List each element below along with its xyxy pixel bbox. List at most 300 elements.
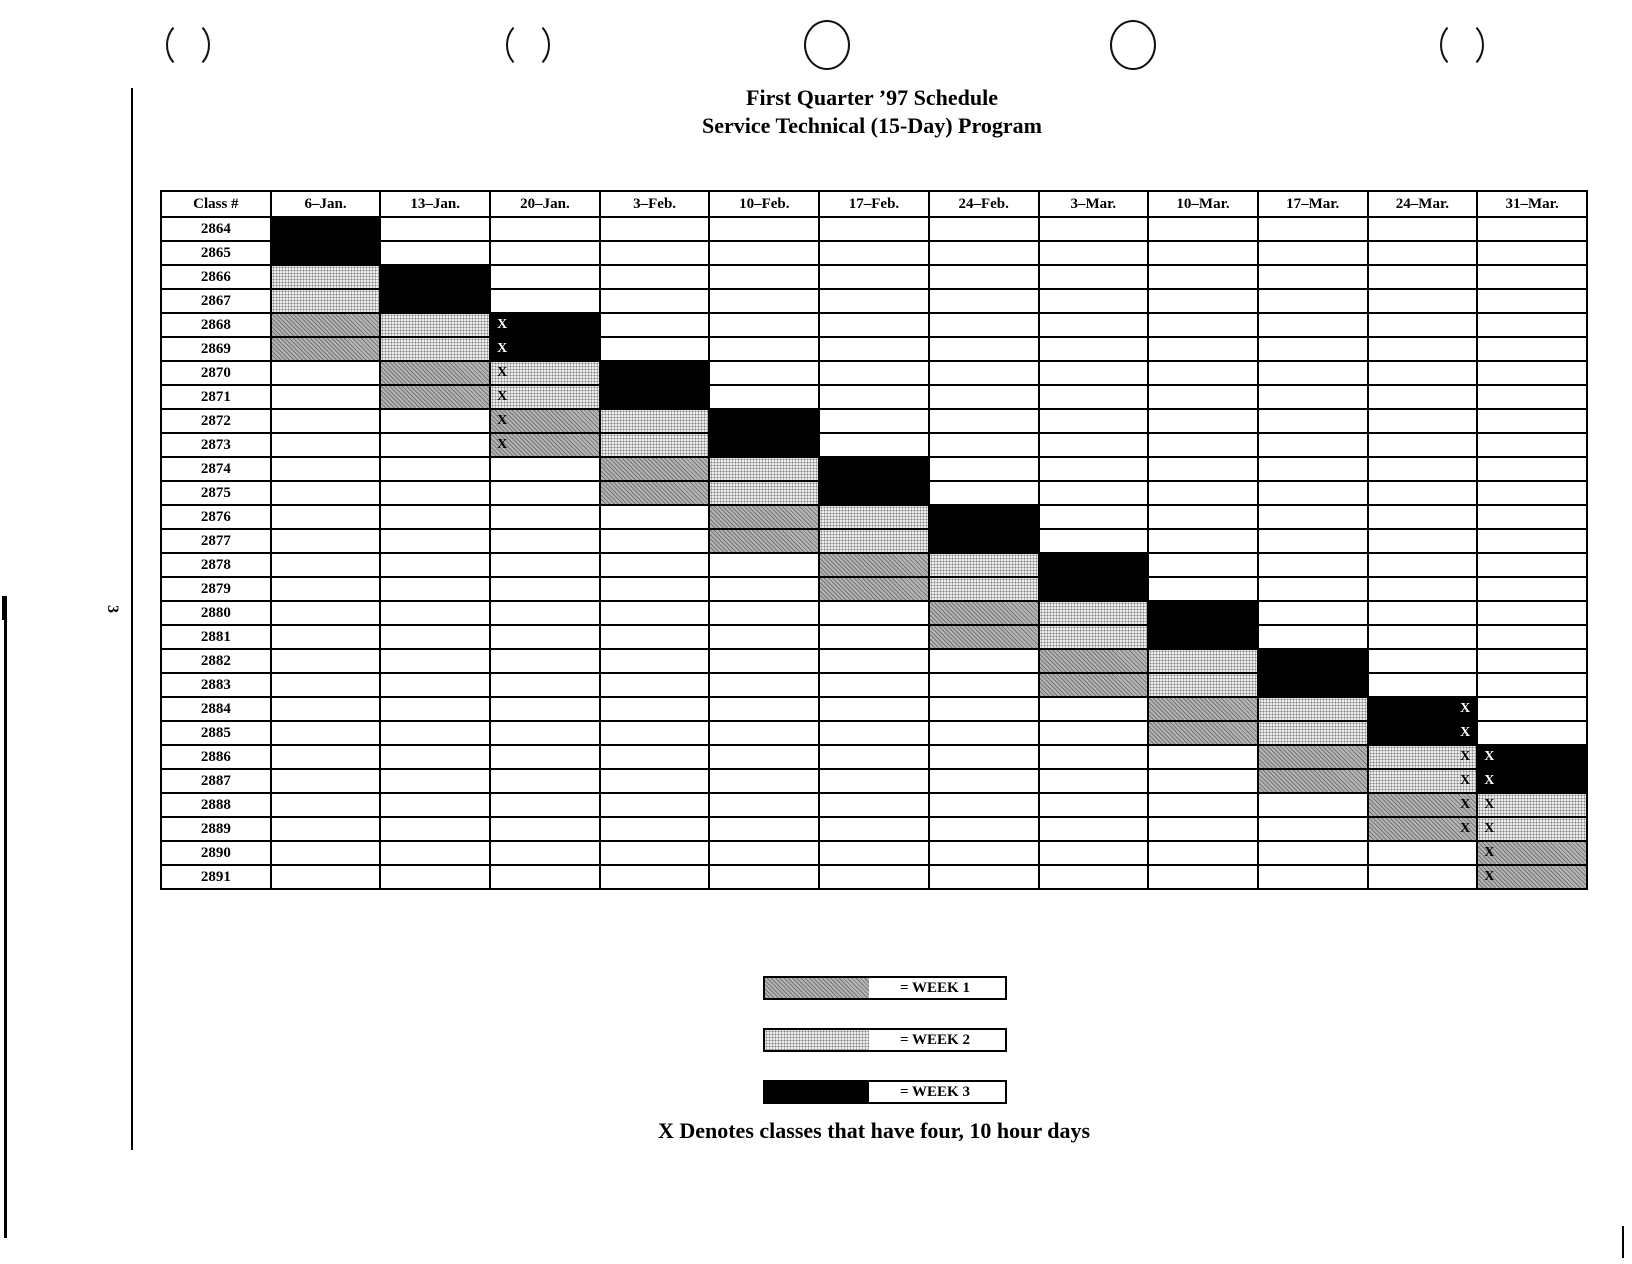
schedule-cell: [1258, 793, 1368, 817]
schedule-cell: [271, 601, 381, 625]
punch-hole: [804, 20, 850, 70]
schedule-cell: [709, 241, 819, 265]
schedule-cell: [271, 817, 381, 841]
schedule-cell: [819, 865, 929, 889]
schedule-cell: [1368, 697, 1478, 721]
schedule-cell: [1148, 793, 1258, 817]
week-column-header: 13–Jan.: [380, 191, 490, 217]
punch-hole: [1110, 20, 1156, 70]
four-day-x-marker: X: [497, 437, 508, 452]
schedule-cell: [380, 769, 490, 793]
schedule-cell: [271, 625, 381, 649]
schedule-cell: [1477, 433, 1587, 457]
schedule-cell: [1477, 745, 1587, 769]
schedule-cell: [490, 385, 600, 409]
schedule-cell: [1368, 385, 1478, 409]
schedule-cell: [490, 433, 600, 457]
schedule-cell: [380, 553, 490, 577]
week-column-header: 24–Feb.: [929, 191, 1039, 217]
schedule-cell: [271, 649, 381, 673]
class-number: 2876: [161, 505, 271, 529]
schedule-cell: [271, 721, 381, 745]
schedule-cell: [600, 529, 710, 553]
schedule-cell: [1368, 625, 1478, 649]
week-column-header: 17–Feb.: [819, 191, 929, 217]
table-row: [161, 625, 1587, 649]
schedule-cell: [709, 649, 819, 673]
schedule-cell: [1258, 601, 1368, 625]
schedule-cell: [600, 457, 710, 481]
schedule-cell: [1368, 409, 1478, 433]
schedule-cell: [709, 409, 819, 433]
schedule-cell: [709, 841, 819, 865]
schedule-cell: [1039, 553, 1149, 577]
schedule-cell: [1477, 793, 1587, 817]
schedule-cell: [600, 745, 710, 769]
schedule-cell: [1477, 721, 1587, 745]
table-row: [161, 361, 1587, 385]
schedule-cell: [1477, 313, 1587, 337]
four-day-x-marker: X: [1460, 725, 1471, 740]
schedule-cell: [600, 505, 710, 529]
schedule-cell: [600, 409, 710, 433]
schedule-cell: [1148, 865, 1258, 889]
schedule-cell: [1258, 577, 1368, 601]
schedule-cell: [1368, 673, 1478, 697]
schedule-cell: [1258, 313, 1368, 337]
schedule-cell: [1039, 625, 1149, 649]
schedule-cell: [819, 409, 929, 433]
schedule-cell: [929, 865, 1039, 889]
schedule-cell: [380, 865, 490, 889]
four-day-x-marker: X: [1484, 821, 1495, 836]
schedule-cell: [929, 577, 1039, 601]
class-number: 2874: [161, 457, 271, 481]
schedule-cell: [709, 481, 819, 505]
schedule-cell: [1039, 385, 1149, 409]
schedule-cell: [600, 433, 710, 457]
class-number: 2870: [161, 361, 271, 385]
schedule-cell: [1148, 673, 1258, 697]
schedule-cell: [1368, 217, 1478, 241]
schedule-cell: [271, 505, 381, 529]
schedule-cell: [709, 601, 819, 625]
schedule-cell: [929, 601, 1039, 625]
schedule-cell: [271, 409, 381, 433]
schedule-cell: [380, 337, 490, 361]
schedule-cell: [600, 721, 710, 745]
schedule-cell: [271, 265, 381, 289]
four-day-x-marker: X: [1460, 749, 1471, 764]
table-row: [161, 577, 1587, 601]
schedule-cell: [709, 673, 819, 697]
class-number: 2890: [161, 841, 271, 865]
schedule-table: [160, 190, 1588, 890]
schedule-cell: [709, 625, 819, 649]
schedule-cell: [929, 409, 1039, 433]
schedule-cell: [1368, 313, 1478, 337]
schedule-cell: [1368, 337, 1478, 361]
schedule-cell: [1258, 481, 1368, 505]
schedule-cell: [380, 409, 490, 433]
schedule-cell: [490, 241, 600, 265]
schedule-cell: [709, 793, 819, 817]
schedule-cell: [1148, 649, 1258, 673]
class-number: 2878: [161, 553, 271, 577]
schedule-cell: [490, 625, 600, 649]
schedule-cell: [819, 457, 929, 481]
schedule-cell: [929, 385, 1039, 409]
schedule-cell: [819, 337, 929, 361]
table-row: [161, 769, 1587, 793]
schedule-cell: [1039, 433, 1149, 457]
schedule-cell: [1148, 505, 1258, 529]
schedule-cell: [380, 841, 490, 865]
schedule-cell: [490, 553, 600, 577]
schedule-cell: [1368, 433, 1478, 457]
schedule-cell: [1477, 625, 1587, 649]
schedule-cell: [1477, 289, 1587, 313]
schedule-cell: [929, 769, 1039, 793]
schedule-cell: [1258, 361, 1368, 385]
schedule-cell: [271, 217, 381, 241]
schedule-cell: [929, 625, 1039, 649]
table-row: [161, 313, 1587, 337]
class-number: 2867: [161, 289, 271, 313]
schedule-cell: [1477, 697, 1587, 721]
class-number: 2884: [161, 697, 271, 721]
class-number: 2885: [161, 721, 271, 745]
header-row: [161, 191, 1587, 217]
schedule-cell: [819, 217, 929, 241]
legend-week-2: [763, 1028, 1007, 1052]
schedule-cell: [1148, 385, 1258, 409]
schedule-cell: [1148, 577, 1258, 601]
schedule-cell: [600, 313, 710, 337]
table-row: [161, 409, 1587, 433]
schedule-cell: [1477, 409, 1587, 433]
schedule-cell: [1148, 409, 1258, 433]
class-number: 2888: [161, 793, 271, 817]
schedule-cell: [819, 577, 929, 601]
schedule-cell: [490, 217, 600, 241]
schedule-cell: [490, 265, 600, 289]
schedule-cell: [1477, 481, 1587, 505]
schedule-cell: [490, 289, 600, 313]
schedule-cell: [271, 697, 381, 721]
class-number: 2871: [161, 385, 271, 409]
schedule-cell: [819, 745, 929, 769]
table-row: [161, 817, 1587, 841]
class-number: 2866: [161, 265, 271, 289]
schedule-cell: [929, 241, 1039, 265]
four-day-x-marker: X: [1484, 869, 1495, 884]
schedule-cell: [929, 337, 1039, 361]
schedule-cell: [819, 841, 929, 865]
schedule-cell: [1148, 289, 1258, 313]
schedule-cell: [1477, 601, 1587, 625]
schedule-cell: [1368, 649, 1478, 673]
class-number: 2880: [161, 601, 271, 625]
schedule-cell: [929, 481, 1039, 505]
schedule-cell: [1477, 649, 1587, 673]
schedule-cell: [1258, 241, 1368, 265]
class-number: 2869: [161, 337, 271, 361]
class-number: 2891: [161, 865, 271, 889]
punch-hole: [1440, 20, 1484, 70]
margin-line: [131, 88, 133, 1150]
schedule-cell: [1148, 481, 1258, 505]
schedule-cell: [1148, 337, 1258, 361]
schedule-cell: [1368, 793, 1478, 817]
schedule-cell: [819, 433, 929, 457]
class-number: 2881: [161, 625, 271, 649]
schedule-cell: [1477, 217, 1587, 241]
schedule-cell: [1477, 241, 1587, 265]
schedule-cell: [380, 265, 490, 289]
schedule-cell: [709, 289, 819, 313]
schedule-cell: [1039, 529, 1149, 553]
schedule-cell: [600, 601, 710, 625]
week-column-header: 31–Mar.: [1477, 191, 1587, 217]
schedule-cell: [819, 601, 929, 625]
schedule-cell: [819, 289, 929, 313]
schedule-cell: [1148, 433, 1258, 457]
schedule-cell: [1258, 217, 1368, 241]
schedule-cell: [490, 361, 600, 385]
schedule-cell: [1368, 601, 1478, 625]
schedule-cell: [819, 361, 929, 385]
schedule-cell: [819, 793, 929, 817]
schedule-cell: [271, 529, 381, 553]
schedule-cell: [1368, 721, 1478, 745]
schedule-cell: [1039, 313, 1149, 337]
schedule-cell: [1258, 409, 1368, 433]
schedule-cell: [709, 361, 819, 385]
schedule-cell: [819, 505, 929, 529]
class-number: 2864: [161, 217, 271, 241]
schedule-cell: [1368, 481, 1478, 505]
schedule-cell: [1148, 241, 1258, 265]
schedule-cell: [1039, 577, 1149, 601]
schedule-cell: [709, 553, 819, 577]
schedule-cell: [819, 385, 929, 409]
schedule-cell: [1477, 385, 1587, 409]
schedule-cell: [271, 457, 381, 481]
schedule-cell: [1039, 457, 1149, 481]
schedule-cell: [929, 433, 1039, 457]
four-day-x-marker: X: [1460, 773, 1471, 788]
schedule-cell: [490, 577, 600, 601]
schedule-cell: [271, 553, 381, 577]
legend-week-3: [763, 1080, 1007, 1104]
scan-edge-mark: [1622, 1226, 1624, 1258]
schedule-cell: [600, 577, 710, 601]
schedule-cell: [271, 241, 381, 265]
week-column-header: 3–Mar.: [1039, 191, 1149, 217]
schedule-cell: [1368, 817, 1478, 841]
page-number: 3: [104, 605, 121, 613]
week-2-swatch: [765, 1030, 869, 1050]
schedule-cell: [490, 793, 600, 817]
schedule-cell: [490, 721, 600, 745]
schedule-cell: [819, 265, 929, 289]
schedule-cell: [1148, 361, 1258, 385]
schedule-cell: [271, 361, 381, 385]
schedule-cell: [1477, 769, 1587, 793]
schedule-cell: [1148, 841, 1258, 865]
table-row: [161, 841, 1587, 865]
schedule-cell: [380, 649, 490, 673]
schedule-cell: [819, 697, 929, 721]
schedule-cell: [1258, 553, 1368, 577]
schedule-cell: [1258, 625, 1368, 649]
table-row: [161, 601, 1587, 625]
class-number: 2887: [161, 769, 271, 793]
schedule-cell: [1039, 409, 1149, 433]
schedule-cell: [709, 217, 819, 241]
schedule-cell: [271, 841, 381, 865]
week-column-header: 24–Mar.: [1368, 191, 1478, 217]
schedule-cell: [1258, 673, 1368, 697]
schedule-cell: [1039, 865, 1149, 889]
schedule-cell: [1477, 553, 1587, 577]
schedule-cell: [1477, 457, 1587, 481]
schedule-cell: [1477, 337, 1587, 361]
schedule-cell: [1368, 289, 1478, 313]
class-number: 2865: [161, 241, 271, 265]
table-row: [161, 481, 1587, 505]
schedule-cell: [929, 649, 1039, 673]
schedule-cell: [1368, 553, 1478, 577]
schedule-cell: [709, 721, 819, 745]
schedule-cell: [1368, 265, 1478, 289]
four-day-x-marker: X: [497, 365, 508, 380]
schedule-cell: [490, 649, 600, 673]
schedule-cell: [600, 337, 710, 361]
schedule-cell: [600, 649, 710, 673]
schedule-cell: [1039, 745, 1149, 769]
schedule-cell: [600, 481, 710, 505]
table-row: [161, 505, 1587, 529]
scan-edge-mark: [2, 596, 4, 620]
schedule-cell: [819, 769, 929, 793]
schedule-cell: [380, 577, 490, 601]
schedule-cell: [380, 673, 490, 697]
schedule-cell: [1368, 241, 1478, 265]
schedule-cell: [1039, 793, 1149, 817]
schedule-cell: [380, 289, 490, 313]
schedule-cell: [819, 673, 929, 697]
schedule-cell: [1477, 865, 1587, 889]
schedule-cell: [600, 385, 710, 409]
schedule-cell: [380, 313, 490, 337]
table-row: [161, 385, 1587, 409]
schedule-cell: [709, 337, 819, 361]
table-row: [161, 265, 1587, 289]
schedule-cell: [709, 577, 819, 601]
schedule-cell: [1368, 745, 1478, 769]
schedule-cell: [929, 265, 1039, 289]
schedule-cell: [1039, 649, 1149, 673]
class-number: 2875: [161, 481, 271, 505]
schedule-cell: [271, 313, 381, 337]
schedule-cell: [600, 697, 710, 721]
schedule-cell: [1368, 529, 1478, 553]
four-day-x-marker: X: [1460, 701, 1471, 716]
four-day-x-marker: X: [1484, 797, 1495, 812]
schedule-cell: [709, 745, 819, 769]
schedule-cell: [1148, 721, 1258, 745]
week-column-header: 3–Feb.: [600, 191, 710, 217]
schedule-cell: [1258, 649, 1368, 673]
schedule-cell: [271, 745, 381, 769]
page-title: [0, 84, 1632, 140]
schedule-cell: [600, 241, 710, 265]
schedule-cell: [1258, 433, 1368, 457]
schedule-cell: [271, 337, 381, 361]
schedule-cell: [1368, 457, 1478, 481]
schedule-cell: [490, 769, 600, 793]
table-row: [161, 217, 1587, 241]
schedule-cell: [1258, 769, 1368, 793]
week-1-swatch: [765, 978, 869, 998]
table-row: [161, 745, 1587, 769]
schedule-cell: [1039, 265, 1149, 289]
schedule-cell: [1477, 361, 1587, 385]
week-2-label: = WEEK 2: [900, 1032, 970, 1048]
table-row: [161, 241, 1587, 265]
schedule-cell: [1039, 601, 1149, 625]
week-column-header: 10–Feb.: [709, 191, 819, 217]
table-row: [161, 793, 1587, 817]
schedule-cell: [1148, 265, 1258, 289]
schedule-cell: [380, 481, 490, 505]
schedule-cell: [929, 505, 1039, 529]
schedule-cell: [271, 865, 381, 889]
schedule-cell: [1368, 577, 1478, 601]
schedule-cell: [1477, 505, 1587, 529]
punch-hole: [506, 20, 550, 70]
schedule-cell: [1039, 217, 1149, 241]
schedule-cell: [271, 577, 381, 601]
schedule-cell: [929, 361, 1039, 385]
schedule-cell: [271, 481, 381, 505]
schedule-cell: [600, 265, 710, 289]
schedule-cell: [380, 793, 490, 817]
schedule-cell: [709, 313, 819, 337]
schedule-cell: [490, 337, 600, 361]
table-row: [161, 457, 1587, 481]
class-number: 2889: [161, 817, 271, 841]
schedule-cell: [819, 817, 929, 841]
schedule-cell: [490, 817, 600, 841]
schedule-cell: [600, 841, 710, 865]
schedule-cell: [929, 313, 1039, 337]
schedule-cell: [709, 265, 819, 289]
schedule-cell: [819, 553, 929, 577]
legend-week-1: [763, 976, 1007, 1000]
schedule-cell: [1148, 625, 1258, 649]
schedule-cell: [709, 769, 819, 793]
table-row: [161, 337, 1587, 361]
schedule-cell: [1258, 721, 1368, 745]
week-column-header: 17–Mar.: [1258, 191, 1368, 217]
schedule-cell: [380, 697, 490, 721]
schedule-cell: [1039, 841, 1149, 865]
four-day-x-marker: X: [497, 317, 508, 332]
schedule-cell: [490, 481, 600, 505]
